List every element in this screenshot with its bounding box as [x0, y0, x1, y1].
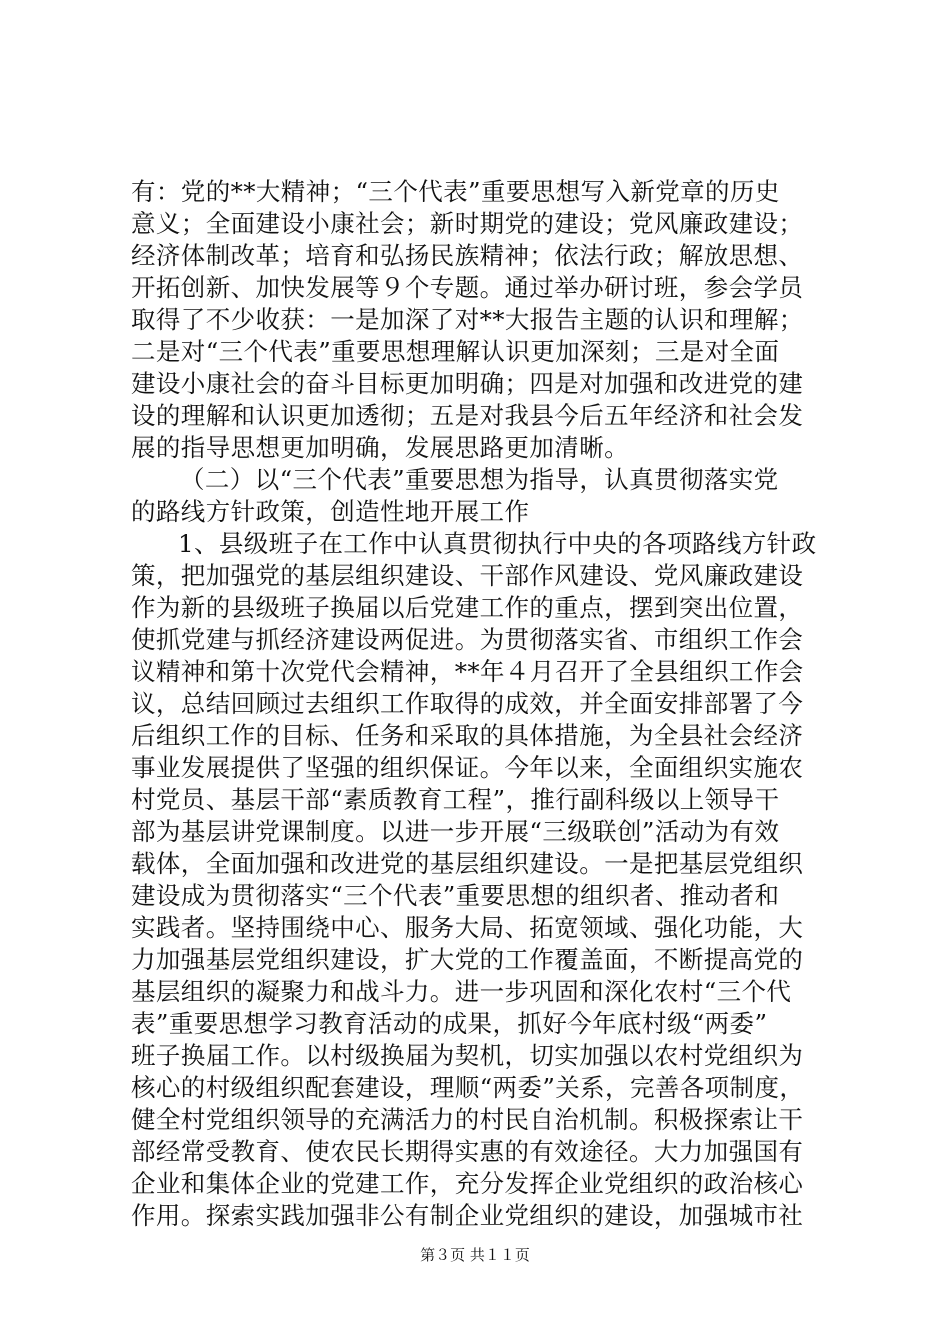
page-number-footer: 第３页 共１１页 [420, 1246, 530, 1264]
body-line: 作用。探索实践加强非公有制企业党组织的建设，加强城市社 [131, 1201, 804, 1230]
body-line: 部经常受教育、使农民长期得实惠的有效途径。大力加强国有 [131, 1137, 804, 1166]
body-line: 作为新的县级班子换届以后党建工作的重点，摆到突出位置， [131, 593, 804, 622]
body-line: 班子换届工作。以村级换届为契机，切实加强以农村党组织为 [131, 1041, 804, 1070]
body-line: 使抓党建与抓经济建设两促进。为贯彻落实省、市组织工作会 [131, 625, 804, 654]
body-line: 策，把加强党的基层组织建设、干部作风建设、党风廉政建设 [131, 561, 804, 590]
body-line: 取得了不少收获：一是加深了对**大报告主题的认识和理解； [131, 305, 804, 334]
body-line: 建设成为贯彻落实“三个代表”重要思想的组织者、推动者和 [131, 881, 780, 910]
body-line: 经济体制改革；培育和弘扬民族精神；依法行政；解放思想、 [131, 241, 804, 270]
body-line: 健全村党组织领导的充满活力的村民自治机制。积极探索让干 [131, 1105, 804, 1134]
body-line: 设的理解和认识更加透彻；五是对我县今后五年经济和社会发 [131, 401, 804, 430]
body-line: 基层组织的凝聚力和战斗力。进一步巩固和深化农村“三个代 [131, 977, 792, 1006]
body-line: 企业和集体企业的党建工作，充分发挥企业党组织的政治核心 [131, 1169, 804, 1198]
body-line: 开拓创新、加快发展等９个专题。通过举办研讨班，参会学员 [131, 273, 804, 302]
body-line: 有：党的**大精神；“三个代表”重要思想写入新党章的历史 [131, 177, 780, 206]
body-line: 议，总结回顾过去组织工作取得的成效，并全面安排部署了今 [131, 689, 804, 718]
body-line: 意义；全面建设小康社会；新时期党的建设；党风廉政建设； [131, 209, 804, 238]
body-line: 二是对“三个代表”重要思想理解认识更加深刻；三是对全面 [131, 337, 780, 366]
body-line: 载体，全面加强和改进党的基层组织建设。一是把基层党组织 [131, 849, 804, 878]
body-line: 表”重要思想学习教育活动的成果，抓好今年底村级“两委” [131, 1009, 768, 1038]
section-heading-line: 的路线方针政策，创造性地开展工作 [131, 497, 530, 526]
body-line: 实践者。坚持围绕中心、服务大局、拓宽领域、强化功能，大 [131, 913, 804, 942]
body-line: 后组织工作的目标、任务和采取的具体措施，为全县社会经济 [131, 721, 804, 750]
body-line: 议精神和第十次党代会精神，**年４月召开了全县组织工作会 [131, 657, 804, 686]
section-heading-line: （二）以“三个代表”重要思想为指导，认真贯彻落实党 [180, 465, 779, 494]
paragraph-first-line: 1、县级班子在工作中认真贯彻执行中央的各项路线方针政 [178, 529, 817, 558]
body-line: 村党员、基层干部“素质教育工程”，推行副科级以上领导干 [131, 785, 780, 814]
body-line: 核心的村级组织配套建设，理顺“两委”关系，完善各项制度， [131, 1073, 805, 1102]
body-line: 事业发展提供了坚强的组织保证。今年以来，全面组织实施农 [131, 753, 804, 782]
body-line: 力加强基层党组织建设，扩大党的工作覆盖面，不断提高党的 [131, 945, 804, 974]
body-line: 展的指导思想更加明确，发展思路更加清晰。 [131, 433, 629, 462]
body-line: 部为基层讲党课制度。以进一步开展“三级联创”活动为有效 [131, 817, 780, 846]
body-line: 建设小康社会的奋斗目标更加明确；四是对加强和改进党的建 [131, 369, 804, 398]
